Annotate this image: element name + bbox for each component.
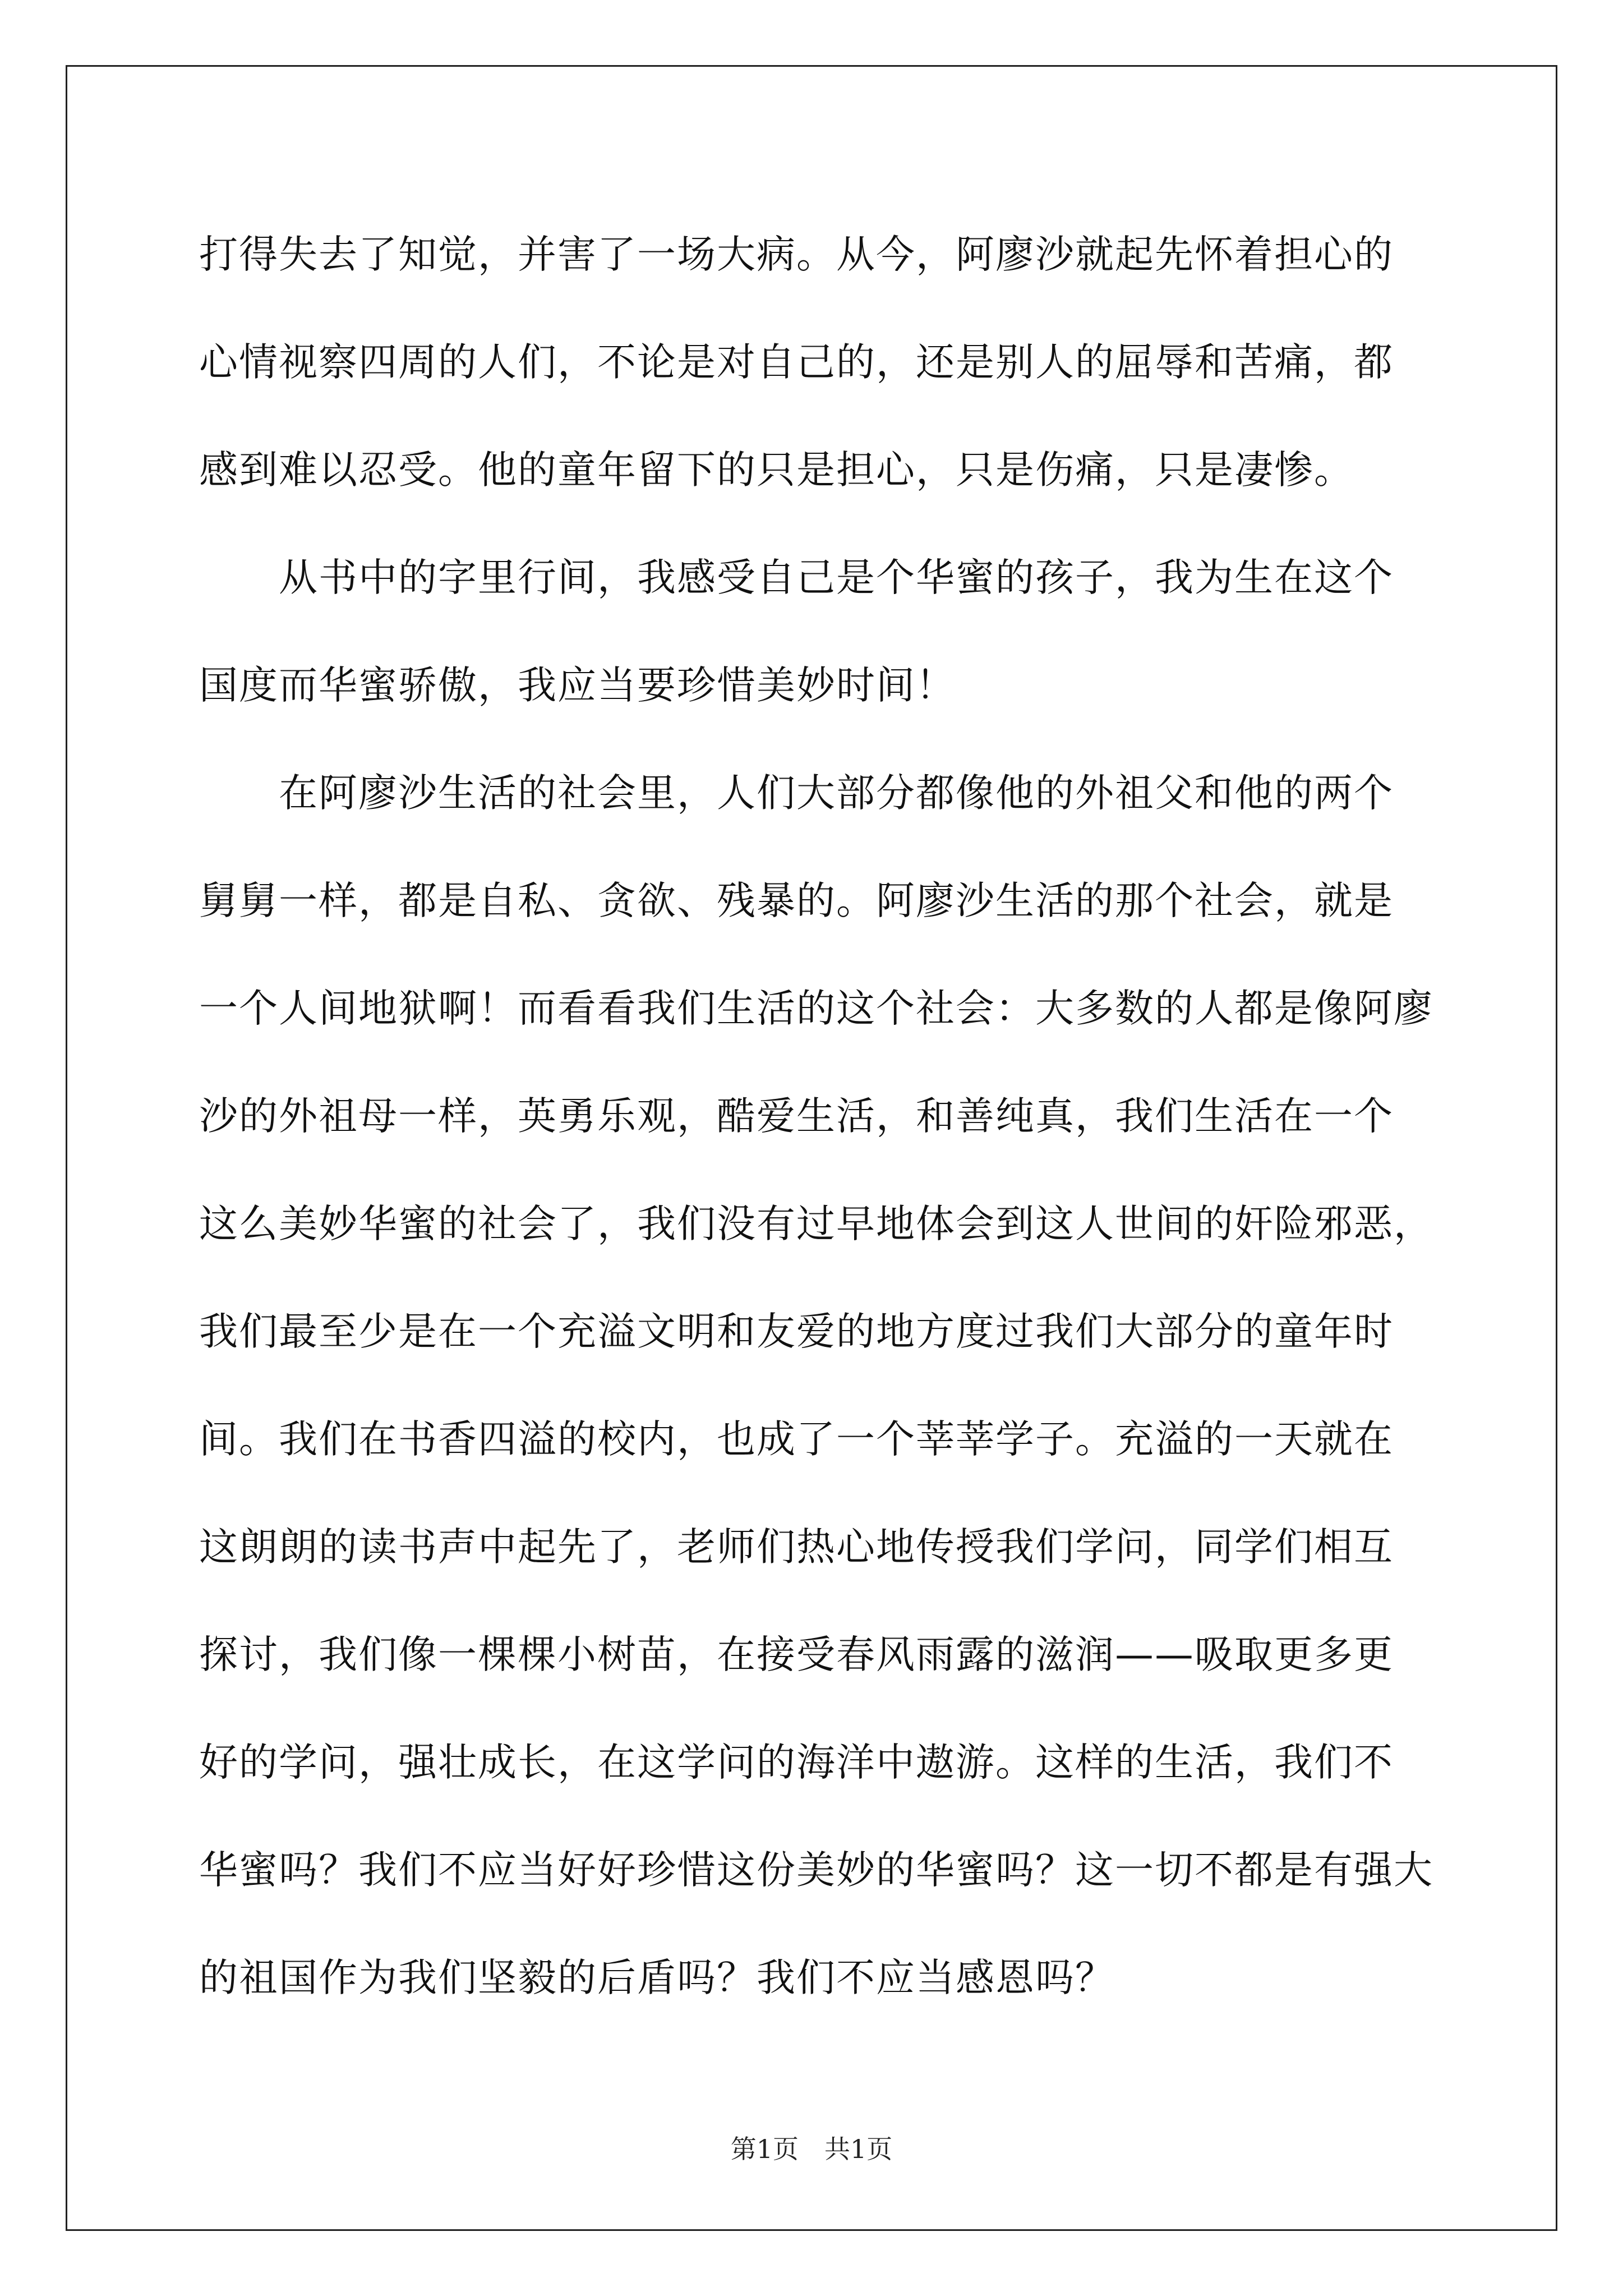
text-line: 感到难以忍受。他的童年留下的只是担心，只是伤痛，只是凄惨。 (199, 448, 1354, 493)
document-body (199, 201, 1438, 2032)
text-line: 这么美妙华蜜的社会了，我们没有过早地体会到这人世间的奸险邪恶， (199, 1202, 1433, 1246)
text-line: 打得失去了知觉，并害了一场大病。从今，阿廖沙就起先怀着担心的 (199, 232, 1394, 277)
text-line: 我们最至少是在一个充溢文明和友爱的地方度过我们大部分的童年时 (199, 1309, 1394, 1354)
page-number: 第1页 共1页 (730, 2134, 893, 2164)
text-line: 华蜜吗？我们不应当好好珍惜这份美妙的华蜜吗？这一切不都是有强大 (199, 1848, 1433, 1893)
text-line: 这朗朗的读书声中起先了，老师们热心地传授我们学问，同学们相互 (199, 1525, 1394, 1570)
text-line: 好的学问，强壮成长，在这学问的海洋中遨游。这样的生活，我们不 (199, 1740, 1394, 1785)
text-line: 从书中的字里行间，我感受自己是个华蜜的孩子，我为生在这个 (199, 555, 1394, 600)
text-line: 沙的外祖母一样，英勇乐观，酷爱生活，和善纯真，我们生活在一个 (199, 1094, 1394, 1139)
text-line: 一个人间地狱啊！而看看我们生活的这个社会：大多数的人都是像阿廖 (199, 986, 1433, 1031)
text-line: 间。我们在书香四溢的校内，也成了一个莘莘学子。充溢的一天就在 (199, 1417, 1394, 1462)
text-line: 舅舅一样，都是自私、贪欲、残暴的。阿廖沙生活的那个社会，就是 (199, 878, 1394, 923)
text-line: 的祖国作为我们坚毅的后盾吗？我们不应当感恩吗？ (199, 1955, 1115, 2000)
text-line: 国度而华蜜骄傲，我应当要珍惜美妙时间！ (199, 663, 956, 708)
text-line: 在阿廖沙生活的社会里，人们大部分都像他的外祖父和他的两个 (199, 771, 1394, 816)
text-line: 探讨，我们像一棵棵小树苗，在接受春风雨露的滋润——吸取更多更 (199, 1632, 1394, 1677)
text-line: 心情视察四周的人们，不论是对自己的，还是别人的屈辱和苦痛，都 (199, 340, 1394, 385)
